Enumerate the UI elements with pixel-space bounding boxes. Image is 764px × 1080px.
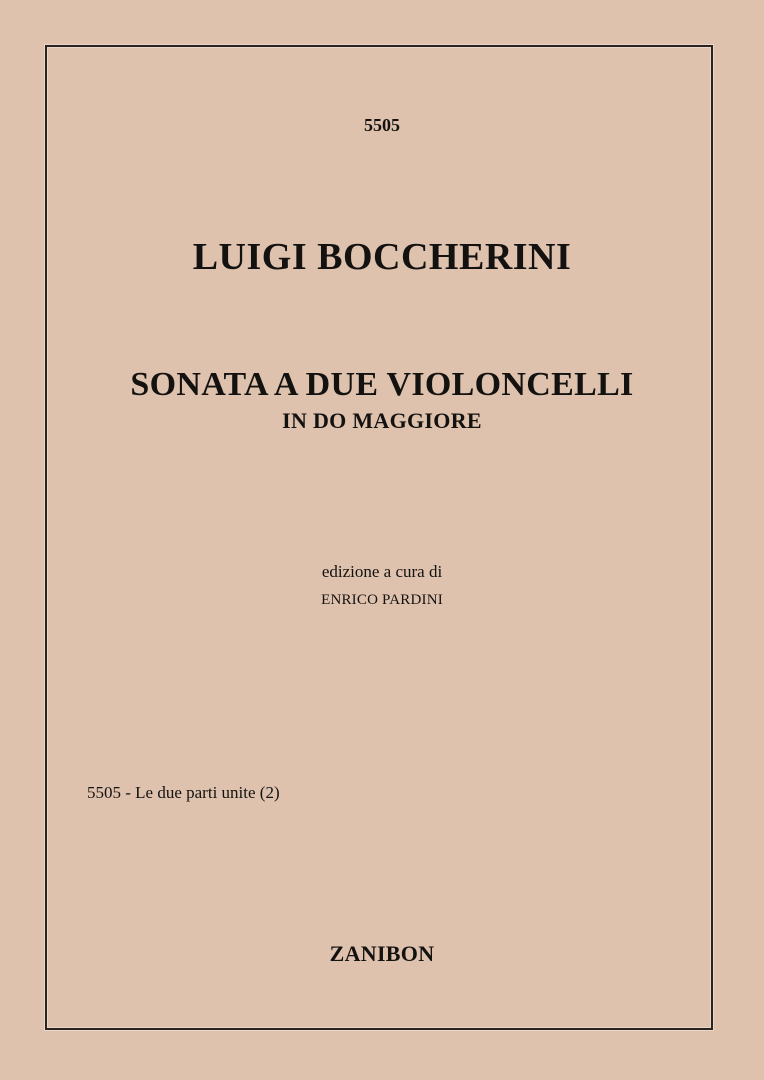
composer-name: LUIGI BOCCHERINI — [192, 236, 572, 278]
parts-note: 5505 - Le due parti unite (2) — [87, 783, 280, 802]
work-subtitle: IN DO MAGGIORE — [282, 408, 482, 433]
editor-label: edizione a cura di — [321, 562, 443, 581]
editor-name: ENRICO PARDINI — [321, 592, 443, 608]
catalog-number: 5505 — [364, 115, 400, 135]
work-title: SONATA A DUE VIOLONCELLI — [130, 366, 634, 403]
cover-border — [45, 45, 713, 1030]
publisher-name: ZANIBON — [329, 941, 435, 966]
